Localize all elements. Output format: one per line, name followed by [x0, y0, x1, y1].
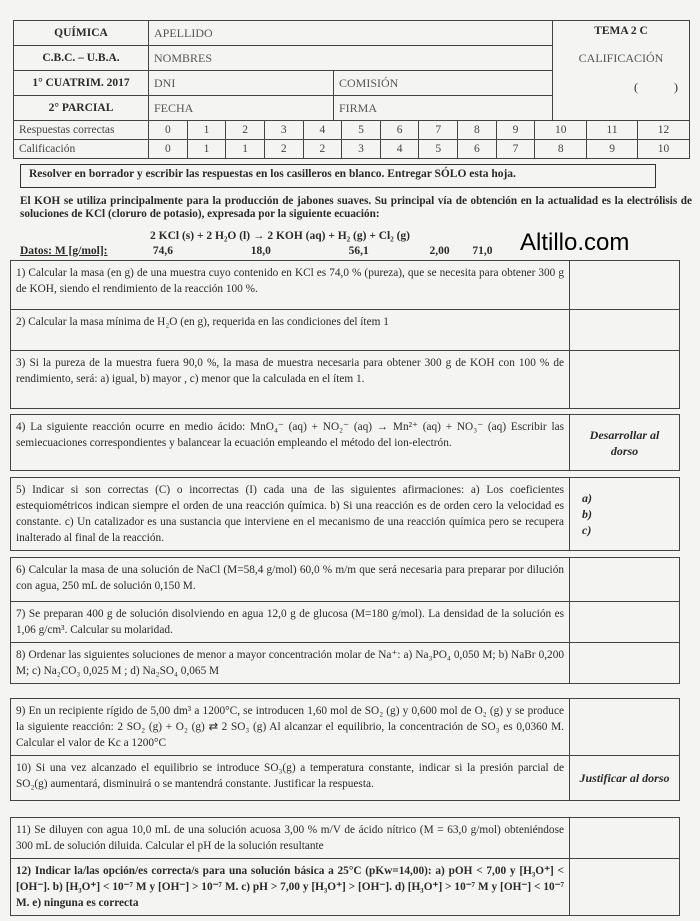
- score-cell: 0: [149, 140, 188, 159]
- answer-9[interactable]: [570, 699, 680, 756]
- score-cell: 10: [638, 140, 690, 159]
- answer-3[interactable]: [570, 351, 680, 409]
- score-cell: 5: [342, 121, 381, 140]
- questions-11-12: [10, 817, 680, 916]
- question-7: 7) Se preparan 400 g de solución disolviendo en agua 12,0 g de glucosa (M=180 g/mol). La densidad de la solución es 1,06 g/cm³. Calcular su molaridad.: [11, 602, 570, 643]
- score-cell: 3: [264, 121, 303, 140]
- exam: 2° PARCIAL: [14, 96, 149, 121]
- score-cell: 2: [303, 140, 342, 159]
- watermark-logo: Altillo.com: [520, 229, 630, 256]
- question-2: 2) Calcular la masa mínima de H₂O (en g), requerida en las condiciones del ítem 1: [11, 310, 570, 351]
- answer-1[interactable]: [570, 261, 680, 310]
- answer-4[interactable]: Desarrollar al dorso: [570, 415, 680, 471]
- question-4: 4) La siguiente reacción ocurre en medio ácido: MnO₄⁻ (aq) + NO₂⁻ (aq) → Mn²⁺ (aq) + NO₃⁻ (aq) Escribir las semiecuaciones correspondientes y balancear la ecuación empleando el método del ion-electrón.: [11, 415, 570, 471]
- questions-9-10: [10, 698, 680, 801]
- datos: [20, 245, 500, 257]
- datos-value: 18,0: [250, 245, 271, 257]
- answer-5[interactable]: [570, 478, 680, 551]
- row-label: Respuestas correctas: [14, 121, 149, 140]
- intro-text: El KOH se utiliza principalmente para la producción de jabones suaves. Su principal vía de obtención en la actualidad es la electrólisis de soluciones de KCl (cloruro de potasio), expresada por la siguiente ecuación:: [20, 195, 692, 220]
- questions-6-8: [10, 557, 680, 684]
- calificacion-label: CALIFICACIÓN: [578, 51, 664, 65]
- score-cell: 8: [535, 140, 587, 159]
- score-cell: 5: [419, 140, 458, 159]
- answer-6[interactable]: [570, 558, 680, 602]
- question-8: 8) Ordenar las siguientes soluciones de menor a mayor concentración molar de Na⁺: a) Na₃PO₄ 0,050 M; b) NaBr 0,200 M; c) Na₂CO₃ 0,025 M ; d) Na₂SO₄ 0,065 M: [11, 643, 570, 684]
- datos-value: 2,00: [429, 245, 450, 257]
- score-cell: 1: [226, 140, 265, 159]
- score-cell: 4: [303, 121, 342, 140]
- question-9: 9) En un recipiente rígido de 5,00 dm³ a 1200°C, se introducen 1,60 mol de SO₂ (g) y 0,600 mol de O₂ (g) y se produce la siguiente reacción: 2 SO₂ (g) + O₂ (g) ⇄ 2 SO₃ (g) Al alcanzar el equilibrio, la concentración de SO₃ es 0,0360 M. Calcular el valor de Kc a 1200°C: [11, 699, 570, 756]
- apellido-field[interactable]: APELLIDO: [149, 21, 553, 46]
- institution: C.B.C. – U.B.A.: [14, 46, 149, 71]
- score-cell: 9: [496, 121, 535, 140]
- row-label: Calificación: [14, 140, 149, 159]
- score-cell: 2: [264, 140, 303, 159]
- score-cell: 3: [342, 140, 381, 159]
- header-table: [13, 20, 690, 121]
- question-5: 5) Indicar si son correctas (C) o incorrectas (I) cada una de las siguientes afirmaciones: a) Los coeficientes estequiométricos indican siempre el orden de una reacción química. b) Si una reacción es de orden cero la velocidad es constante. c) Un catalizador es una sustancia que interviene en el mecanismo de una reacción química pero se recupera inalterado al final de la reacción.: [11, 478, 570, 551]
- score-cell: 7: [419, 121, 458, 140]
- score-cell: 11: [587, 121, 638, 140]
- questions-1-3: [10, 260, 680, 409]
- score-cell: 9: [587, 140, 638, 159]
- comision-field[interactable]: COMISIÓN: [334, 71, 553, 96]
- score-table: [13, 120, 690, 159]
- question-4-box: [10, 414, 680, 471]
- answer-2[interactable]: [570, 310, 680, 351]
- tema-box: [553, 21, 690, 121]
- nombres-field[interactable]: NOMBRES: [149, 46, 553, 71]
- question-5-box: [10, 477, 680, 551]
- question-6: 6) Calcular la masa de una solución de NaCl (M=58,4 g/mol) 60,0 % m/m que será necesaria para preparar por dilución con agua, 250 mL de solución 0,150 M.: [11, 558, 570, 602]
- answer-7[interactable]: [570, 602, 680, 643]
- score-cell: 6: [458, 140, 497, 159]
- answer-5a[interactable]: a): [582, 491, 592, 505]
- firma-field[interactable]: FIRMA: [334, 96, 553, 121]
- instructions: Resolver en borrador y escribir las respuestas en los casilleros en blanco. Entregar SÓLO esta hoja.: [20, 164, 656, 188]
- question-1: 1) Calcular la masa (en g) de una muestra cuyo contenido en KCl es 74,0 % (pureza), que se necesita para obtener 300 g de KOH, siendo el rendimiento de la reacción 100 %.: [11, 261, 570, 310]
- datos-label: Datos: M [g/mol]:: [20, 245, 108, 257]
- equation: 2 KCl (s) + 2 H₂O (l) → 2 KOH (aq) + H₂ (g) + Cl₂ (g): [150, 230, 410, 242]
- answer-12[interactable]: [570, 859, 680, 916]
- question-3: 3) Si la pureza de la muestra fuera 90,0 %, la masa de muestra necesaria para obtener 300 g de KOH con 100 % de rendimiento, será: a) igual, b) mayor , c) menor que la calculada en el ítem 1.: [11, 351, 570, 409]
- score-cell: 2: [226, 121, 265, 140]
- answer-11[interactable]: [570, 818, 680, 859]
- calificacion-paren[interactable]: ( ): [634, 80, 678, 94]
- score-cell: 0: [149, 121, 188, 140]
- answer-8[interactable]: [570, 643, 680, 684]
- score-cell: 4: [380, 140, 419, 159]
- score-cell: 8: [458, 121, 497, 140]
- datos-value: 71,0: [472, 245, 493, 257]
- question-12: 12) Indicar la/las opción/es correcta/s para una solución básica a 25°C (pKw=14,00): a) pOH < 7,00 y [H₃O⁺] < [OH⁻]. b) [H₃O⁺] < 10⁻⁷ M y [OH⁻] > 10⁻⁷ M. c) pH > 7,00 y [H₃O⁺] > [OH⁻]. d) [H₃O⁺] > 10⁻⁷ M y [OH⁻] < 10⁻⁷ M. e) ninguna es correcta: [11, 859, 570, 916]
- score-cell: 1: [187, 121, 226, 140]
- question-11: 11) Se diluyen con agua 10,0 mL de una solución acuosa 3,00 % m/V de ácido nítrico (M = 63,0 g/mol) obteniéndose 300 mL de solución diluida. Calcular el pH de la solución resultante: [11, 818, 570, 859]
- answer-10[interactable]: Justificar al dorso: [570, 756, 680, 801]
- score-cell: 1: [187, 140, 226, 159]
- score-cell: 6: [380, 121, 419, 140]
- score-cell: 7: [496, 140, 535, 159]
- question-10: 10) Si una vez alcanzado el equilibrio se introduce SO₃(g) a temperatura constante, indicar si la presión parcial de SO₂(g) aumentará, disminuirá o se mantendrá constante. Justificar la respuesta.: [11, 756, 570, 801]
- score-cell: 12: [638, 121, 690, 140]
- answer-5c[interactable]: c): [582, 523, 592, 537]
- course: QUÍMICA: [14, 21, 149, 46]
- fecha-field[interactable]: FECHA: [149, 96, 334, 121]
- datos-value: 56,1: [348, 245, 369, 257]
- dni-field[interactable]: DNI: [149, 71, 334, 96]
- tema: TEMA 2 C: [594, 25, 648, 37]
- score-cell: 10: [535, 121, 587, 140]
- term: 1° CUATRIM. 2017: [14, 71, 149, 96]
- datos-value: 74,6: [152, 245, 173, 257]
- answer-5b[interactable]: b): [582, 507, 592, 521]
